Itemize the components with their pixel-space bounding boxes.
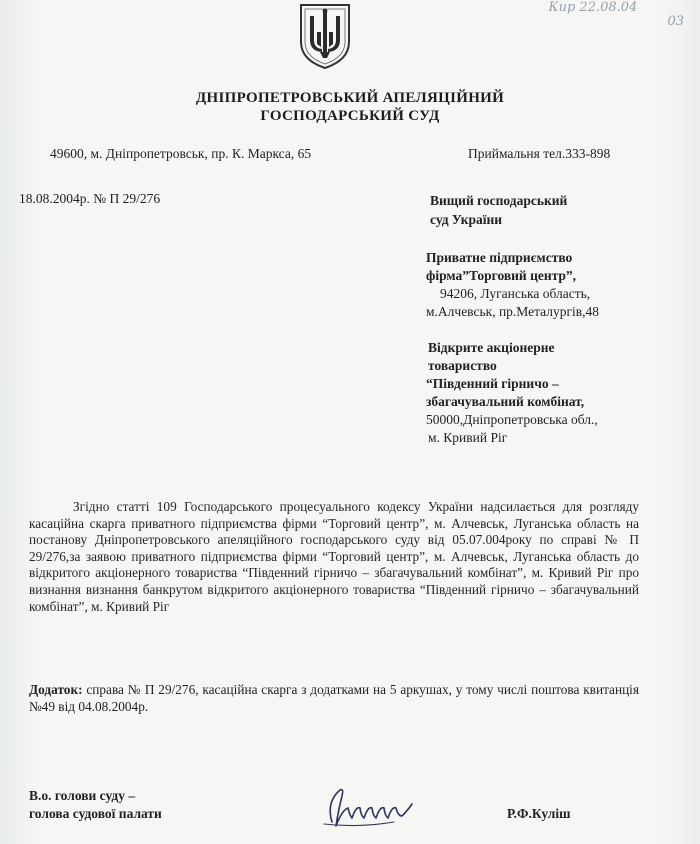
attachment-text: справа № П 29/276, касаційна скарга з додатками на 5 аркушах, у тому числі поштова квитанція №49 від 04.08.2004р. bbox=[29, 682, 639, 714]
court-name-line1: ДНІПРОПЕТРОВСЬКИЙ АПЕЛЯЦІЙНИЙ bbox=[195, 90, 505, 106]
recipient-2-line3: 94206, Луганська область, bbox=[440, 286, 591, 301]
recipient-1-line2: суд України bbox=[430, 212, 503, 227]
corner-number: 03 bbox=[667, 14, 684, 29]
signatory-name: Р.Ф.Куліш bbox=[507, 806, 571, 821]
outgoing-reference bbox=[19, 191, 160, 207]
attachment-label: Додаток: bbox=[29, 682, 83, 697]
letter-body bbox=[29, 499, 639, 615]
reception-phone: Приймальня тел.333-898 bbox=[468, 146, 611, 161]
recipient-2-line4: м.Алчевськ, пр.Металургів,48 bbox=[426, 304, 600, 319]
letter-paragraph: Згідно статті 109 Господарського процесуального кодексу України надсилається для розгляду касаційна скарга приватного підприємства фірми “Торговий центр”, м. Алчевськ, Луганська область на постанову Дніпропетровського апеляційного господарського суду від 05.07.004року по справі № П 29/276,за заявою приватного підприємства фірми “Торговий центр”, м. Алчевськ, Луганська область до відкритого акціонерного товариства “Південний гірничо – збагачувальний комбінат”, м. Кривий Ріг про визнання визнання банкрутом відкритого акціонерного товариства “Південний гірничо – збагачувальний комбінат”, м. Кривий Ріг bbox=[29, 499, 639, 614]
recipient-3-line1: Відкрите акціонерне bbox=[428, 340, 555, 355]
recipient-2-line1: Приватне підприємство bbox=[426, 250, 573, 265]
recipient-2-line2: фірма”Торговий центр”, bbox=[426, 268, 577, 283]
reference-number: 18.08.2004р. № П 29/276 bbox=[19, 191, 161, 206]
recipient-3-line4: збагачувальний комбінат, bbox=[426, 394, 585, 409]
court-address: 49600, м. Дніпропетровськ, пр. К. Маркса, 65 bbox=[50, 146, 312, 161]
signatory-title-line1: В.о. голови суду – bbox=[29, 788, 136, 803]
recipient-3-line3: “Південний гірничо – bbox=[426, 376, 559, 391]
recipient-3-line6: м. Кривий Ріг bbox=[428, 430, 508, 445]
recipient-1-line1: Вищий господарський bbox=[430, 193, 568, 208]
coat-of-arms-icon bbox=[298, 2, 352, 70]
handwritten-note bbox=[548, 0, 684, 29]
recipient-3-line2: товариство bbox=[428, 358, 497, 373]
attachment-note bbox=[29, 682, 639, 715]
court-name-line2: ГОСПОДАРСЬКИЙ СУД bbox=[260, 108, 440, 124]
corner-note: Кир 22.08.04 bbox=[548, 0, 638, 15]
signatory-title-line2: голова судової палати bbox=[29, 806, 162, 821]
recipient-3-line5: 50000,Дніпропетровська обл., bbox=[426, 412, 598, 427]
handwritten-signature-icon bbox=[318, 782, 428, 830]
